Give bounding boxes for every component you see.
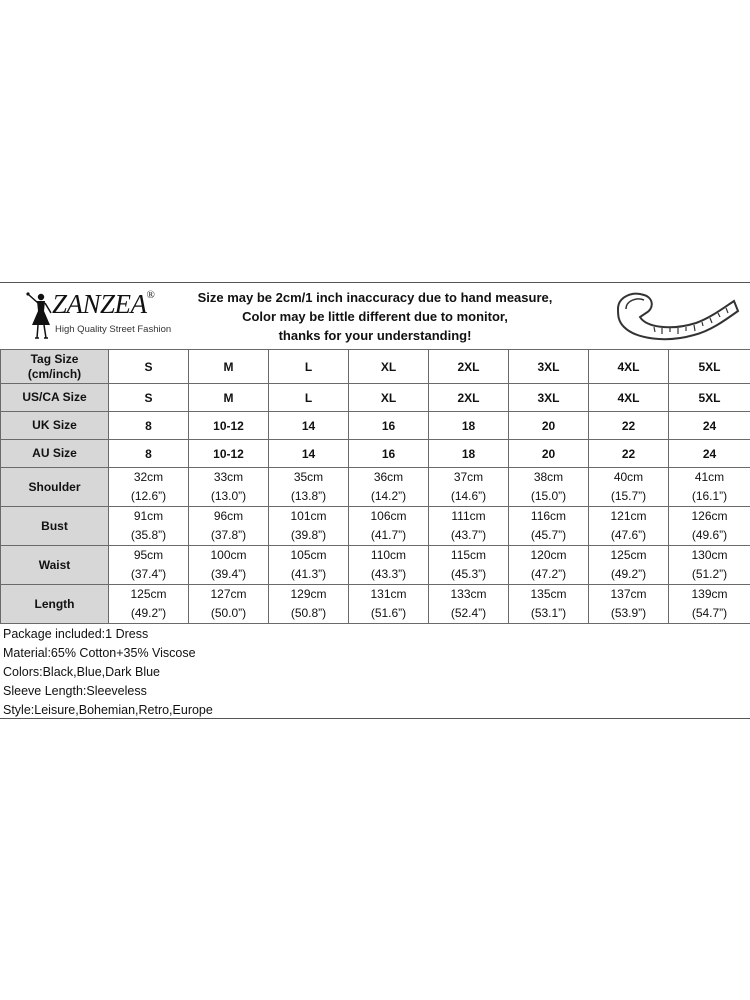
chart-header [0,283,750,349]
row-label: Shoulder [1,468,109,507]
table-cell: S [109,384,189,412]
table-cell: 133cm (52.4”) [429,585,509,624]
info-colors: Colors:Black,Blue,Dark Blue [3,665,161,679]
table-cell: 32cm (12.6”) [109,468,189,507]
table-row-au-size [1,440,750,468]
table-cell: S [109,350,189,384]
row-label: Bust [1,507,109,546]
table-cell: 131cm (51.6”) [349,585,429,624]
table-cell: 8 [109,412,189,440]
table-row-uk-size [1,412,750,440]
table-cell: 20 [509,412,589,440]
table-cell: 40cm (15.7”) [589,468,669,507]
table-cell: 2XL [429,384,509,412]
row-label: Length [1,585,109,624]
table-cell: 127cm (50.0”) [189,585,269,624]
table-cell: 22 [589,412,669,440]
notice-line: Color may be little different due to monitor, [242,309,508,324]
table-cell: L [269,350,349,384]
table-cell: 3XL [509,350,589,384]
table-cell: 14 [269,412,349,440]
table-cell: 3XL [509,384,589,412]
info-style: Style:Leisure,Bohemian,Retro,Europe [3,703,213,717]
info-package: Package included:1 Dress [3,627,149,641]
table-cell: 24 [669,440,750,468]
table-cell: 10-12 [189,440,269,468]
table-cell: 33cm (13.0”) [189,468,269,507]
measuring-tape-icon [610,287,742,343]
table-cell: 20 [509,440,589,468]
table-cell: 129cm (50.8”) [269,585,349,624]
notice-line: Size may be 2cm/1 inch inaccuracy due to hand measure, [197,290,553,305]
table-cell: 5XL [669,384,750,412]
size-chart [0,282,750,719]
table-cell: 121cm (47.6”) [589,507,669,546]
table-cell: 101cm (39.8”) [269,507,349,546]
brand-name: ZANZEA® [52,289,155,319]
table-cell: 18 [429,440,509,468]
row-label: Tag Size (cm/inch) [1,350,109,384]
table-cell: 10-12 [189,412,269,440]
table-row-shoulder [1,468,750,507]
table-cell: 24 [669,412,750,440]
table-row-us-size [1,384,750,412]
table-cell: 96cm (37.8”) [189,507,269,546]
table-cell: 5XL [669,350,750,384]
brand-logo [4,285,184,345]
info-sleeve: Sleeve Length:Sleeveless [3,684,147,698]
notice-line: thanks for your understanding! [278,328,472,343]
table-cell: 139cm (54.7”) [669,585,750,624]
row-label: Waist [1,546,109,585]
table-cell: 116cm (45.7”) [509,507,589,546]
table-cell: 120cm (47.2”) [509,546,589,585]
table-cell: 16 [349,412,429,440]
table-cell: 100cm (39.4”) [189,546,269,585]
table-cell: 130cm (51.2”) [669,546,750,585]
brand-tagline: High Quality Street Fashion [55,324,172,335]
table-cell: 37cm (14.6”) [429,468,509,507]
table-row-waist [1,546,750,585]
table-cell: 14 [269,440,349,468]
table-cell: M [189,350,269,384]
table-cell: 38cm (15.0”) [509,468,589,507]
table-cell: 8 [109,440,189,468]
table-cell: 135cm (53.1”) [509,585,589,624]
table-cell: 137cm (53.9”) [589,585,669,624]
size-table [0,349,750,624]
table-cell: 35cm (13.8”) [269,468,349,507]
table-cell: 36cm (14.2”) [349,468,429,507]
table-cell: XL [349,350,429,384]
info-material: Material:65% Cotton+35% Viscose [3,646,196,660]
table-row-tag-size [1,350,750,384]
table-cell: 91cm (35.8”) [109,507,189,546]
table-cell: 110cm (43.3”) [349,546,429,585]
table-cell: 4XL [589,384,669,412]
table-row-length [1,585,750,624]
table-cell: 95cm (37.4”) [109,546,189,585]
table-cell: 106cm (41.7”) [349,507,429,546]
table-cell: 105cm (41.3”) [269,546,349,585]
table-cell: 115cm (45.3”) [429,546,509,585]
table-row-bust [1,507,750,546]
product-info [0,623,750,719]
table-cell: 125cm (49.2”) [109,585,189,624]
measurement-notice [185,288,565,345]
table-cell: 111cm (43.7”) [429,507,509,546]
table-cell: XL [349,384,429,412]
table-cell: 126cm (49.6”) [669,507,750,546]
table-cell: 41cm (16.1”) [669,468,750,507]
table-cell: M [189,384,269,412]
table-cell: 125cm (49.2”) [589,546,669,585]
table-cell: 18 [429,412,509,440]
row-label: UK Size [1,412,109,440]
table-cell: 2XL [429,350,509,384]
table-cell: 4XL [589,350,669,384]
row-label: AU Size [1,440,109,468]
row-label: US/CA Size [1,384,109,412]
table-cell: 16 [349,440,429,468]
table-cell: L [269,384,349,412]
table-cell: 22 [589,440,669,468]
